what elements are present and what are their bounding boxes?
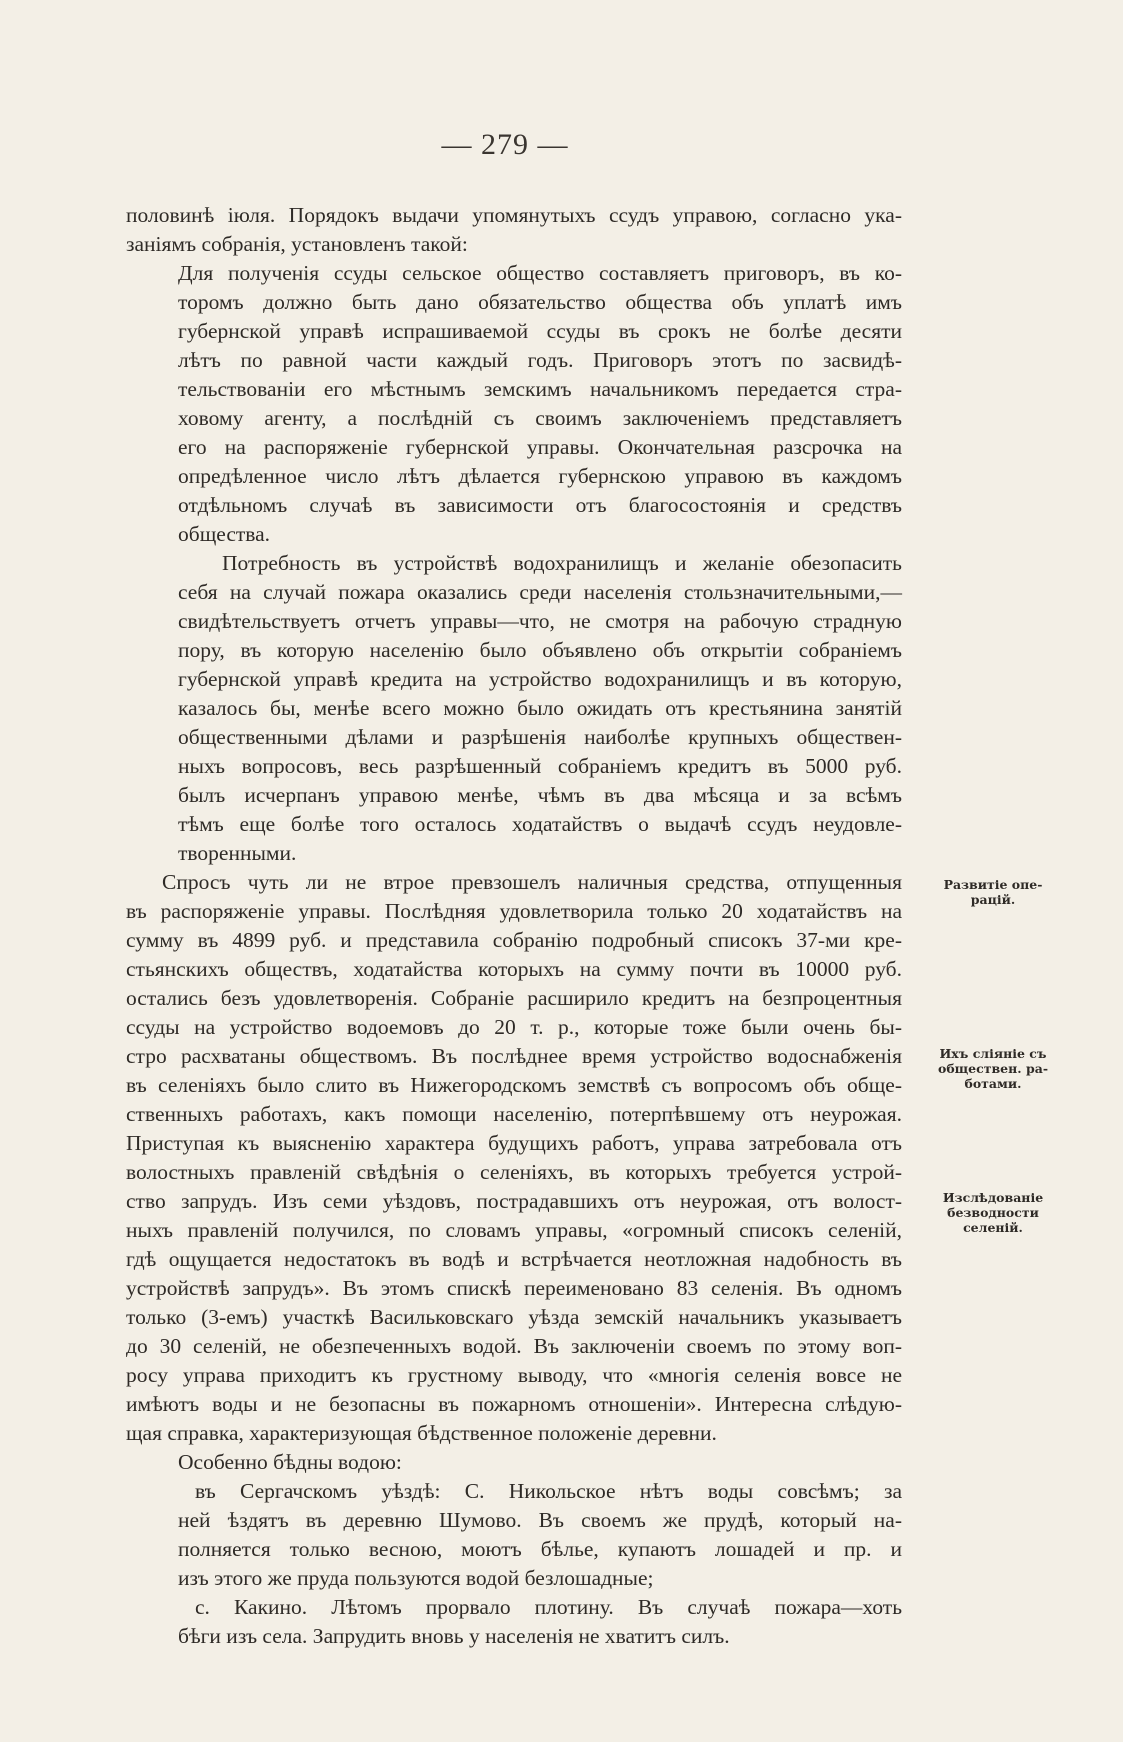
text-line: ховому агенту, а послѣдній съ своимъ заключеніемъ представляетъ (178, 406, 902, 430)
text-line: пору, въ которую населенію было объявлено объ открытіи собраніемъ (178, 638, 902, 662)
text-line: отдѣльномъ случаѣ въ зависимости отъ благосостоянія и средствъ (178, 493, 902, 517)
text-line: себя на случай пожара оказались среди населенія стользначительными,— (178, 580, 902, 604)
text-line: росу управа приходитъ къ грустному выводу, что «многія селенія вовсе не (126, 1363, 902, 1387)
text-line: въ Сергачскомъ уѣздѣ: С. Никольское нѣтъ воды совсѣмъ; за (195, 1479, 902, 1503)
text-line: половинѣ іюля. Порядокъ выдачи упомянутыхъ ссудъ управою, согласно ука- (126, 203, 902, 227)
text-line: ныхъ правленій получился, по словамъ управы, «огромный списокъ селеній, (126, 1218, 902, 1242)
text-line: торомъ должно быть дано обязательство общества объ уплатѣ имъ (178, 290, 902, 314)
text-line: казалось бы, менѣе всего можно было ожидать отъ крестьянина занятій (178, 696, 902, 720)
margin-note-public-works: Ихъ сліяніе съ обществен. ра- ботами. (937, 1046, 1049, 1091)
text-line: стьянскихъ обществъ, ходатайства которыхъ на сумму почти въ 10000 руб. (126, 957, 902, 981)
text-line: Особенно бѣдны водою: (178, 1450, 402, 1474)
margin-note-water-survey: Изслѣдованіе безводности селеній. (942, 1190, 1044, 1235)
page-number: — 279 — (441, 128, 569, 161)
text-line: въ селеніяхъ было слито въ Нижегородскомъ земствѣ съ вопросомъ объ обще- (126, 1073, 902, 1097)
text-line: гдѣ ощущается недостатокъ въ водѣ и встрѣчается неотложная надобность въ (126, 1247, 902, 1271)
text-line: Приступая къ выясненію характера будущихъ работъ, управа затребовала отъ (126, 1131, 902, 1155)
text-line: сумму въ 4899 руб. и представила собранію подробный списокъ 37-ми кре- (126, 928, 902, 952)
text-line: былъ исчерпанъ управою менѣе, чѣмъ въ два мѣсяца и за всѣмъ (178, 783, 902, 807)
text-line: ней ѣздятъ въ деревню Шумово. Въ своемъ же прудѣ, который на- (178, 1508, 902, 1532)
text-line: имѣютъ воды и не безопасны въ пожарномъ отношеніи». Интересна слѣдую- (126, 1392, 902, 1416)
text-line: ство запрудъ. Изъ семи уѣздовъ, пострадавшихъ отъ неурожая, отъ волост- (126, 1189, 902, 1213)
text-line: волостныхъ правленій свѣдѣнія о селеніяхъ, въ которыхъ требуется устрой- (126, 1160, 902, 1184)
text-line: тельствованіи его мѣстнымъ земскимъ начальникомъ передается стра- (178, 377, 902, 401)
text-line: изъ этого же пруда пользуются водой безлошадные; (178, 1566, 654, 1590)
text-line: Для полученія ссуды сельское общество составляетъ приговоръ, въ ко- (178, 261, 902, 285)
text-line: губернской управѣ кредита на устройство водохранилищъ и въ которую, (178, 667, 902, 691)
text-line: его на распоряженіе губернской управы. Окончательная разсрочка на (178, 435, 902, 459)
text-line: щая справка, характеризующая бѣдственное положеніе деревни. (126, 1421, 717, 1445)
text-line: ственныхъ работахъ, какъ помощи населенію, потерпѣвшему отъ неурожая. (126, 1102, 902, 1126)
text-line: творенными. (178, 841, 297, 865)
text-line: опредѣленное число лѣтъ дѣлается губернскою управою въ каждомъ (178, 464, 902, 488)
text-line: общества. (178, 522, 271, 546)
text-line: заніямъ собранія, установленъ такой: (126, 232, 468, 256)
text-line: с. Какино. Лѣтомъ прорвало плотину. Въ случаѣ пожара—хоть (195, 1595, 902, 1619)
margin-note-operations: Развитіе опе- рацій. (943, 877, 1043, 907)
text-line: ныхъ вопросовъ, весь разрѣшенный собраніемъ кредитъ въ 5000 руб. (178, 754, 902, 778)
text-line: губернской управѣ испрашиваемой ссуды въ срокъ не болѣе десяти (178, 319, 902, 343)
text-line: лѣтъ по равной части каждый годъ. Приговоръ этотъ по засвидѣ- (178, 348, 902, 372)
text-line: Спросъ чуть ли не втрое превзошелъ наличныя средства, отпущенныя (162, 870, 902, 894)
text-line: стро расхватаны обществомъ. Въ послѣднее время устройство водоснабженія (126, 1044, 902, 1068)
text-line: свидѣтельствуетъ отчетъ управы—что, не смотря на рабочую страдную (178, 609, 902, 633)
text-line: общественными дѣлами и разрѣшенія наиболѣе крупныхъ обществен- (178, 725, 902, 749)
text-line: бѣги изъ села. Запрудить вновь у населенія не хватитъ силъ. (178, 1624, 730, 1648)
text-line: Потребность въ устройствѣ водохранилищъ и желаніе обезопасить (222, 551, 902, 575)
text-line: тѣмъ еще болѣе того осталось ходатайствъ о выдачѣ ссудъ неудовле- (178, 812, 902, 836)
text-line: полняется только весною, моютъ бѣлье, купаютъ лошадей и пр. и (178, 1537, 902, 1561)
text-line: только (3-емъ) участкѣ Васильковскаго уѣзда земскій начальникъ указываетъ (126, 1305, 902, 1329)
text-line: остались безъ удовлетворенія. Собраніе расширило кредитъ на безпроцентныя (126, 986, 902, 1010)
text-line: до 30 селеній, не обезпеченныхъ водой. Въ заключеніи своемъ по этому воп- (126, 1334, 902, 1358)
text-line: ссуды на устройство водоемовъ до 20 т. р., которые тоже были очень бы- (126, 1015, 902, 1039)
text-line: устройствѣ запрудъ». Въ этомъ спискѣ переименовано 83 селенія. Въ одномъ (126, 1276, 902, 1300)
text-line: въ распоряженіе управы. Послѣдняя удовлетворила только 20 ходатайствъ на (126, 899, 902, 923)
